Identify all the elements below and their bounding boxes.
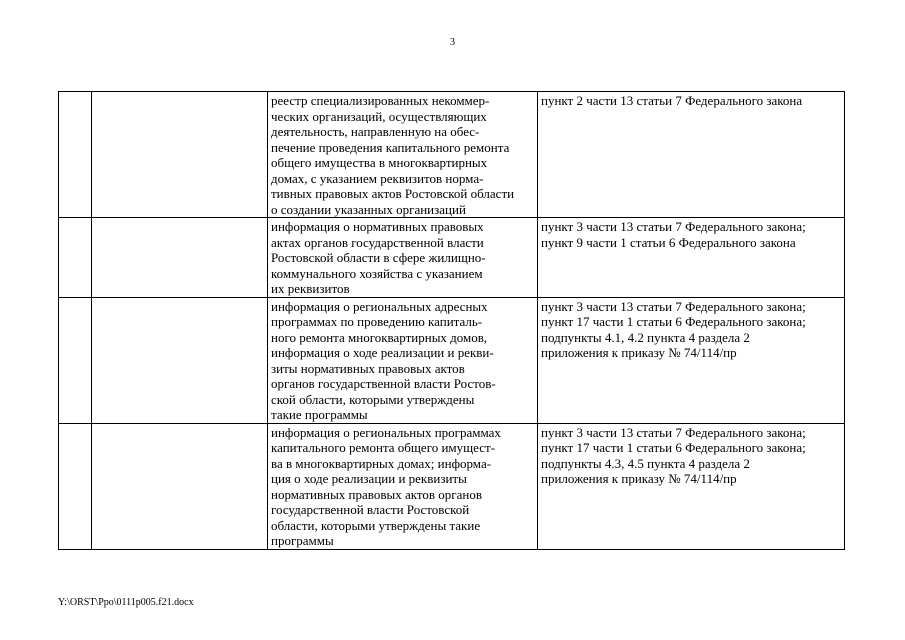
description-line: области, которыми утверждены такие [271, 517, 481, 533]
description-line: программах по проведению капиталь- [271, 314, 483, 329]
description-line: ного ремонта многоквартирных домов, [271, 329, 488, 345]
description-line: зиты нормативных правовых актов [271, 360, 465, 376]
description-line: государственной власти Ростовской [271, 502, 470, 517]
category-cell [92, 423, 268, 549]
description-line: информация о нормативных правовых [271, 219, 484, 234]
description-line: Ростовской области в сфере жилищно- [271, 250, 486, 265]
requirements-table [58, 91, 845, 550]
page-number: 3 [450, 37, 455, 48]
description-line: актах органов государственной власти [271, 234, 484, 250]
legal-basis-line: пункт 3 части 13 статьи 7 Федерального закона; [541, 298, 806, 314]
legal-basis-cell [538, 297, 845, 423]
legal-basis-line: пункт 3 части 13 статьи 7 Федерального закона; [541, 219, 806, 234]
description-line: такие программы [271, 407, 368, 422]
legal-basis-line: пункт 9 части 1 статьи 6 Федерального закона [541, 234, 796, 250]
category-cell [92, 92, 268, 218]
description-line: тивных правовых актов Ростовской области [271, 186, 515, 201]
description-line: ва в многоквартирных домах; информа- [271, 455, 492, 471]
table-row [59, 218, 845, 298]
description-line: информация о региональных адресных [271, 298, 488, 314]
description-line: о создании указанных организаций [271, 201, 466, 217]
description-cell [268, 92, 538, 218]
number-cell [59, 92, 92, 218]
legal-basis-cell [538, 92, 845, 218]
number-cell [59, 423, 92, 549]
legal-basis-line: приложения к приказу № 74/114/пр [541, 471, 737, 486]
description-line: органов государственной власти Ростов- [271, 376, 496, 391]
legal-basis-line: подпункты 4.3, 4.5 пункта 4 раздела 2 [541, 455, 750, 471]
description-line: реестр специализированных некоммер- [271, 93, 490, 108]
number-cell [59, 297, 92, 423]
legal-basis-line: пункт 17 части 1 статьи 6 Федерального закона; [541, 440, 806, 455]
description-line: нормативных правовых актов органов [271, 486, 482, 502]
description-line: информация о региональных программах [271, 424, 501, 440]
legal-basis-line: подпункты 4.1, 4.2 пункта 4 раздела 2 [541, 329, 750, 345]
description-line: коммунального хозяйства с указанием [271, 265, 483, 281]
description-cell [268, 423, 538, 549]
table-row [59, 92, 845, 218]
legal-basis-cell [538, 218, 845, 298]
description-line: информация о ходе реализации и рекви- [271, 345, 494, 360]
table-row [59, 423, 845, 549]
description-line: общего имущества в многоквартирных [271, 155, 488, 170]
description-line: домах, с указанием реквизитов норма- [271, 170, 484, 186]
description-line: деятельность, направленную на обес- [271, 124, 480, 139]
description-line: ческих организаций, осуществляющих [271, 108, 487, 124]
description-line: капитального ремонта общего имущест- [271, 440, 496, 455]
legal-basis-line: пункт 3 части 13 статьи 7 Федерального закона; [541, 424, 806, 440]
number-cell [59, 218, 92, 298]
file-path-footer: Y:\ORST\Ppo\0111p005.f21.docx [58, 597, 194, 608]
category-cell [92, 218, 268, 298]
legal-basis-line: приложения к приказу № 74/114/пр [541, 345, 737, 360]
legal-basis-line: пункт 2 части 13 статьи 7 Федерального закона [541, 93, 803, 108]
description-line: ция о ходе реализации и реквизиты [271, 471, 467, 486]
description-cell [268, 297, 538, 423]
description-cell [268, 218, 538, 298]
legal-basis-cell [538, 423, 845, 549]
description-line: программы [271, 533, 334, 548]
category-cell [92, 297, 268, 423]
description-line: их реквизитов [271, 281, 350, 296]
description-line: ской области, которыми утверждены [271, 391, 475, 407]
table-row [59, 297, 845, 423]
description-line: печение проведения капитального ремонта [271, 139, 510, 155]
legal-basis-line: пункт 17 части 1 статьи 6 Федерального закона; [541, 314, 806, 329]
